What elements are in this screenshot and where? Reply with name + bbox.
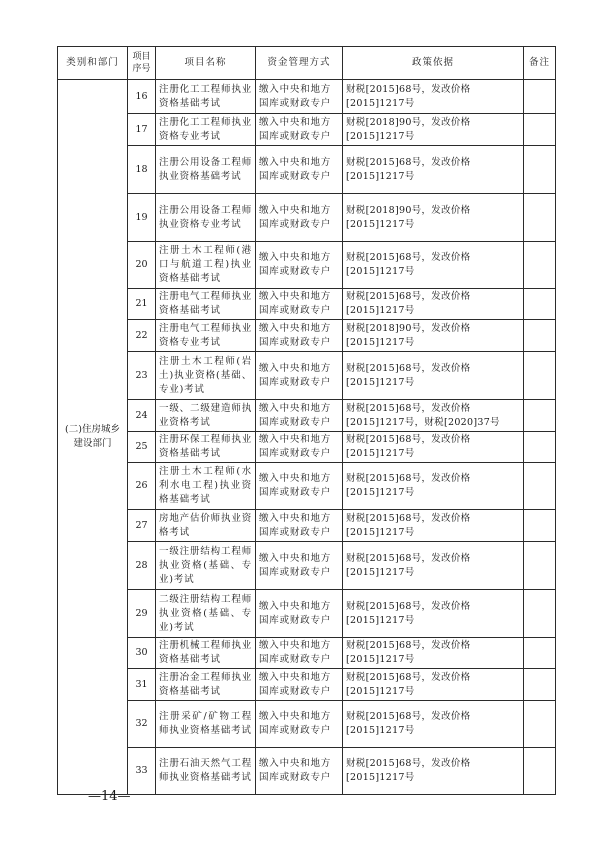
header-basis: 政策依据 — [343, 47, 524, 80]
row-number: 29 — [128, 590, 156, 638]
row-number: 23 — [128, 352, 156, 400]
note-cell — [524, 194, 556, 242]
row-number: 28 — [128, 542, 156, 590]
policy-basis: 财税[2015]68号，发改价格[2015]1217号，财税[2020]37号 — [343, 400, 524, 432]
row-number: 33 — [128, 748, 156, 795]
item-name: 一级、二级建造师执业资格考试 — [156, 400, 256, 432]
header-mode: 资金管理方式 — [256, 47, 343, 80]
policy-basis: 财税[2015]68号，发改价格[2015]1217号 — [343, 352, 524, 400]
note-cell — [524, 80, 556, 114]
policy-basis: 财税[2015]68号，发改价格[2015]1217号 — [343, 289, 524, 320]
header-note: 备注 — [524, 47, 556, 80]
policy-basis: 财税[2015]68号，发改价格[2015]1217号 — [343, 669, 524, 701]
table-row — [58, 590, 556, 638]
policy-basis: 财税[2015]68号，发改价格[2015]1217号 — [343, 638, 524, 669]
table-row — [58, 352, 556, 400]
item-name: 注册环保工程师执业资格基础考试 — [156, 432, 256, 463]
header-category: 类别和部门 — [58, 47, 128, 80]
table-row — [58, 320, 556, 352]
note-cell — [524, 590, 556, 638]
note-cell — [524, 320, 556, 352]
row-number: 27 — [128, 510, 156, 542]
policy-basis: 财税[2015]68号，发改价格[2015]1217号 — [343, 80, 524, 114]
item-name: 注册土木工程师(水利水电工程)执业资格基础考试 — [156, 463, 256, 510]
note-cell — [524, 242, 556, 289]
note-cell — [524, 352, 556, 400]
item-name: 注册土木工程师(岩土)执业资格(基础、专业)考试 — [156, 352, 256, 400]
fund-mode: 缴入中央和地方国库或财政专户 — [256, 114, 343, 146]
fund-mode: 缴入中央和地方国库或财政专户 — [256, 352, 343, 400]
row-number: 16 — [128, 80, 156, 114]
row-number: 30 — [128, 638, 156, 669]
row-number: 24 — [128, 400, 156, 432]
fund-mode: 缴入中央和地方国库或财政专户 — [256, 400, 343, 432]
note-cell — [524, 748, 556, 795]
fund-mode: 缴入中央和地方国库或财政专户 — [256, 320, 343, 352]
note-cell — [524, 289, 556, 320]
row-number: 20 — [128, 242, 156, 289]
item-name: 注册冶金工程师执业资格基础考试 — [156, 669, 256, 701]
row-number: 19 — [128, 194, 156, 242]
header-seq: 项目序号 — [128, 47, 156, 80]
table-row — [58, 114, 556, 146]
note-cell — [524, 701, 556, 748]
fund-mode: 缴入中央和地方国库或财政专户 — [256, 194, 343, 242]
note-cell — [524, 669, 556, 701]
table-row — [58, 638, 556, 669]
table-row — [58, 80, 556, 114]
table-header-row — [58, 47, 556, 80]
fee-items-table — [57, 46, 556, 795]
item-name: 房地产估价师执业资格考试 — [156, 510, 256, 542]
header-name: 项目名称 — [156, 47, 256, 80]
fund-mode: 缴入中央和地方国库或财政专户 — [256, 510, 343, 542]
table-body — [58, 80, 556, 795]
table-row — [58, 432, 556, 463]
policy-basis: 财税[2015]68号，发改价格[2015]1217号 — [343, 748, 524, 795]
row-number: 17 — [128, 114, 156, 146]
item-name: 注册电气工程师执业资格专业考试 — [156, 320, 256, 352]
policy-basis: 财税[2015]68号，发改价格[2015]1217号 — [343, 242, 524, 289]
fund-mode: 缴入中央和地方国库或财政专户 — [256, 638, 343, 669]
row-number: 31 — [128, 669, 156, 701]
fund-mode: 缴入中央和地方国库或财政专户 — [256, 748, 343, 795]
note-cell — [524, 510, 556, 542]
policy-basis: 财税[2018]90号，发改价格[2015]1217号 — [343, 114, 524, 146]
page-number: —14— — [88, 789, 131, 804]
table-row — [58, 510, 556, 542]
policy-basis: 财税[2018]90号，发改价格[2015]1217号 — [343, 194, 524, 242]
table-row — [58, 289, 556, 320]
policy-basis: 财税[2018]90号，发改价格[2015]1217号 — [343, 320, 524, 352]
fund-mode: 缴入中央和地方国库或财政专户 — [256, 590, 343, 638]
fund-mode: 缴入中央和地方国库或财政专户 — [256, 146, 343, 194]
note-cell — [524, 432, 556, 463]
table-row — [58, 542, 556, 590]
table-row — [58, 701, 556, 748]
policy-basis: 财税[2015]68号，发改价格[2015]1217号 — [343, 463, 524, 510]
fund-mode: 缴入中央和地方国库或财政专户 — [256, 463, 343, 510]
row-number: 25 — [128, 432, 156, 463]
item-name: 注册石油天然气工程师执业资格基础考试 — [156, 748, 256, 795]
table-row — [58, 146, 556, 194]
category-cell: (二)住房城乡建设部门 — [58, 80, 128, 795]
fund-mode: 缴入中央和地方国库或财政专户 — [256, 542, 343, 590]
policy-basis: 财税[2015]68号，发改价格[2015]1217号 — [343, 146, 524, 194]
fund-mode: 缴入中央和地方国库或财政专户 — [256, 432, 343, 463]
note-cell — [524, 638, 556, 669]
table-row — [58, 242, 556, 289]
item-name: 注册化工工程师执业资格基础考试 — [156, 80, 256, 114]
row-number: 21 — [128, 289, 156, 320]
item-name: 注册化工工程师执业资格专业考试 — [156, 114, 256, 146]
policy-basis: 财税[2015]68号，发改价格[2015]1217号 — [343, 701, 524, 748]
fund-mode: 缴入中央和地方国库或财政专户 — [256, 701, 343, 748]
item-name: 注册机械工程师执业资格基础考试 — [156, 638, 256, 669]
note-cell — [524, 542, 556, 590]
policy-basis: 财税[2015]68号，发改价格[2015]1217号 — [343, 542, 524, 590]
item-name: 一级注册结构工程师执业资格(基础、专业)考试 — [156, 542, 256, 590]
item-name: 注册土木工程师(港口与航道工程)执业资格基础考试 — [156, 242, 256, 289]
note-cell — [524, 463, 556, 510]
table-row — [58, 463, 556, 510]
fund-mode: 缴入中央和地方国库或财政专户 — [256, 80, 343, 114]
item-name: 二级注册结构工程师执业资格(基础、专业)考试 — [156, 590, 256, 638]
policy-basis: 财税[2015]68号，发改价格[2015]1217号 — [343, 590, 524, 638]
fund-mode: 缴入中央和地方国库或财政专户 — [256, 669, 343, 701]
table-row — [58, 400, 556, 432]
row-number: 26 — [128, 463, 156, 510]
table-row — [58, 748, 556, 795]
table-row — [58, 194, 556, 242]
row-number: 18 — [128, 146, 156, 194]
note-cell — [524, 146, 556, 194]
row-number: 32 — [128, 701, 156, 748]
policy-basis: 财税[2015]68号，发改价格[2015]1217号 — [343, 510, 524, 542]
policy-basis: 财税[2015]68号，发改价格[2015]1217号 — [343, 432, 524, 463]
table-row — [58, 669, 556, 701]
fund-mode: 缴入中央和地方国库或财政专户 — [256, 289, 343, 320]
item-name: 注册公用设备工程师执业资格基础考试 — [156, 146, 256, 194]
note-cell — [524, 114, 556, 146]
row-number: 22 — [128, 320, 156, 352]
item-name: 注册电气工程师执业资格基础考试 — [156, 289, 256, 320]
item-name: 注册公用设备工程师执业资格专业考试 — [156, 194, 256, 242]
item-name: 注册采矿/矿物工程师执业资格基础考试 — [156, 701, 256, 748]
fund-mode: 缴入中央和地方国库或财政专户 — [256, 242, 343, 289]
note-cell — [524, 400, 556, 432]
